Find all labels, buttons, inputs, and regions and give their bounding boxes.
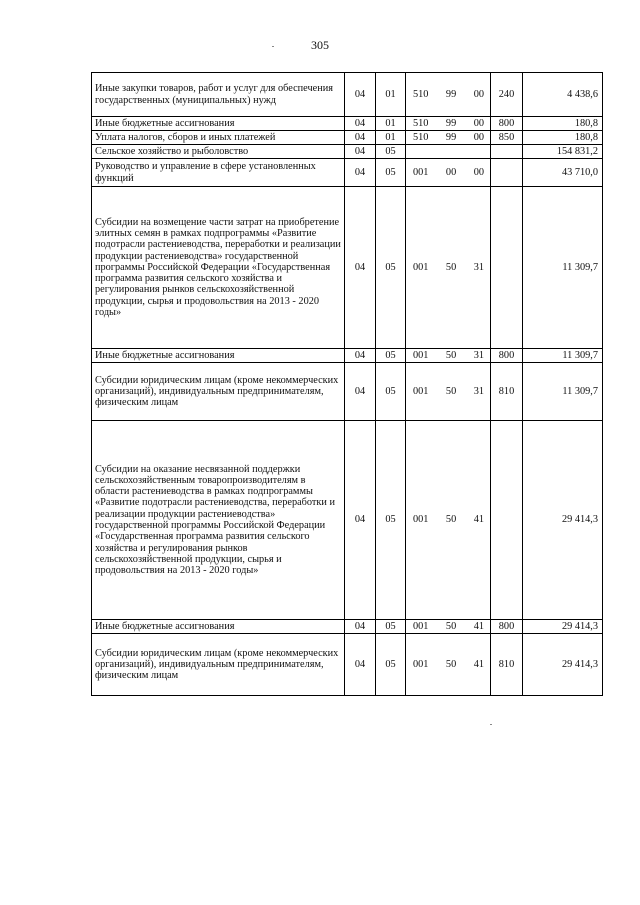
page-number: 305	[311, 38, 329, 52]
target-article-code	[406, 421, 491, 620]
table-row	[92, 349, 603, 363]
csr-direction: 00	[473, 166, 484, 178]
csr-subprogram: 00	[445, 166, 457, 178]
table-row	[92, 117, 603, 131]
csr-subprogram: 99	[445, 131, 457, 143]
csr-direction: 41	[473, 658, 484, 670]
csr-program: 510	[413, 88, 429, 100]
csr-direction: 41	[473, 620, 484, 632]
row-name: Иные бюджетные ассигнования	[92, 620, 345, 634]
row-name: Субсидии на возмещение части затрат на приобретение элитных семян в рамках подпрограммы «Развитие подотрасли растениеводства, переработки и реализации продукции растениеводства» государственной программы Российской Федерации «Государственная программа развития сельского хозяйства и регулирования рынков сельскохозяйственной продукции, сырья и продовольствия на 2013 - 2020 годы»	[92, 187, 345, 349]
amount: 180,8	[523, 131, 603, 145]
csr-program: 001	[413, 166, 429, 178]
target-article-code	[406, 363, 491, 421]
csr-program: 001	[413, 658, 429, 670]
section-code: 04	[345, 117, 376, 131]
table-row	[92, 421, 603, 620]
amount: 29 414,3	[523, 634, 603, 696]
section-code: 04	[345, 73, 376, 117]
csr-direction: 31	[473, 385, 484, 397]
subsection-code: 05	[376, 159, 406, 187]
subsection-code: 05	[376, 421, 406, 620]
csr-direction: 00	[473, 131, 484, 143]
table-row	[92, 145, 603, 159]
csr-subprogram: 99	[445, 117, 457, 129]
subsection-code: 01	[376, 117, 406, 131]
amount: 11 309,7	[523, 349, 603, 363]
csr-program: 001	[413, 620, 429, 632]
csr-program: 510	[413, 131, 429, 143]
expense-type-code: 240	[491, 73, 523, 117]
target-article-code	[406, 159, 491, 187]
budget-table	[91, 72, 603, 696]
expense-type-code	[491, 145, 523, 159]
csr-program: 510	[413, 117, 429, 129]
expense-type-code: 800	[491, 620, 523, 634]
subsection-code: 05	[376, 187, 406, 349]
expense-type-code	[491, 421, 523, 620]
csr-subprogram: 50	[445, 261, 457, 273]
subsection-code: 05	[376, 620, 406, 634]
table-row	[92, 159, 603, 187]
amount: 43 710,0	[523, 159, 603, 187]
subsection-code: 05	[376, 634, 406, 696]
csr-program: 001	[413, 385, 429, 397]
csr-program: 001	[413, 349, 429, 361]
row-name: Субсидии юридическим лицам (кроме некоммерческих организаций), индивидуальным предпринимателям, физическим лицам	[92, 634, 345, 696]
amount: 29 414,3	[523, 620, 603, 634]
amount: 11 309,7	[523, 187, 603, 349]
row-name: Субсидии юридическим лицам (кроме некоммерческих организаций), индивидуальным предпринимателям, физическим лицам	[92, 363, 345, 421]
csr-direction: 00	[473, 88, 484, 100]
row-name: Руководство и управление в сфере установленных функций	[92, 159, 345, 187]
target-article-code	[406, 349, 491, 363]
csr-direction: 31	[473, 349, 484, 361]
expense-type-code: 810	[491, 634, 523, 696]
expense-type-code	[491, 159, 523, 187]
target-article-code	[406, 117, 491, 131]
table-row	[92, 187, 603, 349]
expense-type-code: 800	[491, 349, 523, 363]
csr-subprogram: 99	[445, 88, 457, 100]
subsection-code: 01	[376, 131, 406, 145]
section-code: 04	[345, 349, 376, 363]
csr-subprogram: 50	[445, 385, 457, 397]
row-name: Иные закупки товаров, работ и услуг для обеспечения государственных (муниципальных) нужд	[92, 73, 345, 117]
csr-direction: 00	[473, 117, 484, 129]
row-name: Иные бюджетные ассигнования	[92, 349, 345, 363]
section-code: 04	[345, 634, 376, 696]
section-code: 04	[345, 159, 376, 187]
csr-subprogram: 50	[445, 658, 457, 670]
table-row	[92, 634, 603, 696]
csr-subprogram: 50	[445, 514, 457, 526]
csr-program: 001	[413, 514, 429, 526]
amount: 154 831,2	[523, 145, 603, 159]
section-code: 04	[345, 620, 376, 634]
scan-speck	[490, 724, 492, 725]
section-code: 04	[345, 145, 376, 159]
amount: 4 438,6	[523, 73, 603, 117]
expense-type-code	[491, 187, 523, 349]
target-article-code	[406, 131, 491, 145]
target-article-code	[406, 187, 491, 349]
csr-subprogram: 50	[445, 349, 457, 361]
csr-direction: 41	[473, 514, 484, 526]
amount: 11 309,7	[523, 363, 603, 421]
section-code: 04	[345, 187, 376, 349]
expense-type-code: 810	[491, 363, 523, 421]
target-article-code	[406, 620, 491, 634]
section-code: 04	[345, 363, 376, 421]
section-code: 04	[345, 131, 376, 145]
row-name: Уплата налогов, сборов и иных платежей	[92, 131, 345, 145]
row-name: Иные бюджетные ассигнования	[92, 117, 345, 131]
target-article-code	[406, 634, 491, 696]
subsection-code: 05	[376, 363, 406, 421]
target-article-code	[406, 145, 491, 159]
table-row	[92, 73, 603, 117]
subsection-code: 01	[376, 73, 406, 117]
row-name: Субсидии на оказание несвязанной поддержки сельскохозяйственным товаропроизводителям в области растениеводства в рамках подпрограммы «Развитие подотрасли растениеводства, переработки и реализации продукции растениеводства» государственной программы Российской Федерации «Государственная программа развития сельского хозяйства и регулирования рынков сельскохозяйственной продукции, сырья и продовольствия на 2013 - 2020 годы»	[92, 421, 345, 620]
subsection-code: 05	[376, 145, 406, 159]
table-row	[92, 363, 603, 421]
section-code: 04	[345, 421, 376, 620]
amount: 180,8	[523, 117, 603, 131]
expense-type-code: 850	[491, 131, 523, 145]
subsection-code: 05	[376, 349, 406, 363]
table-row	[92, 131, 603, 145]
table-row	[92, 620, 603, 634]
target-article-code	[406, 73, 491, 117]
scan-speck	[272, 46, 274, 47]
row-name: Сельское хозяйство и рыболовство	[92, 145, 345, 159]
csr-subprogram: 50	[445, 620, 457, 632]
amount: 29 414,3	[523, 421, 603, 620]
expense-type-code: 800	[491, 117, 523, 131]
csr-direction: 31	[473, 261, 484, 273]
csr-program: 001	[413, 261, 429, 273]
